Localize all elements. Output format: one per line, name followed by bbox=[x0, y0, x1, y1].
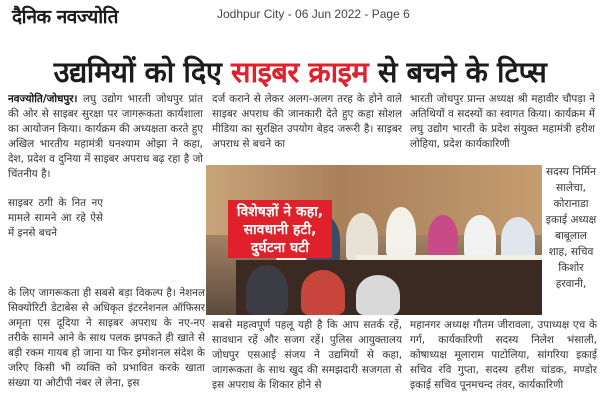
article-headline bbox=[0, 52, 600, 91]
photo-person bbox=[246, 265, 288, 315]
article-text-5: भारती जोधपुर प्रान्त अध्यक्ष श्री महावीर चौपड़ा ने अतिथियों व सदस्यों का स्वागत किया। कार्यक्रम में लघु उद्योग भारती के प्रदेश संयुक्त महामंत्री हरीश लोहिया, प्रदेश कार्यकारिणी bbox=[410, 93, 595, 150]
photo-person bbox=[301, 270, 345, 315]
edition-info: Jodhpur City - 06 Jun 2022 - Page 6 bbox=[217, 7, 410, 21]
callout-line-3: दुर्घटना घटी bbox=[251, 240, 309, 256]
article-dateline: नवज्योति/जोधपुर। bbox=[8, 93, 78, 105]
article-text-6: सदस्य निर्मिन सालेचा, कोरानाडा इकाई अध्यक्ष बाबूलाल शाह, सचिव किशोर हरवानी, bbox=[545, 166, 597, 289]
article-column-1-middle bbox=[8, 196, 103, 284]
headline-part-1: उद्यमियों को दिए bbox=[53, 55, 231, 89]
article-column-3-top bbox=[410, 92, 595, 162]
article-text-3: के लिए जागरूकता ही सबसे बड़ा विकल्प है। नेशनल सिक्योरिटी डेटाबेस से अधिकृत इंटरनेशनल ऑफिसर अमृता एस दूदिया ने साइबर अपराध के नए-नए तरीके सामने आने के साथ पलक झपकते ही खाते से बड़ी रकम गायब हो जाना या फिर इमोशनल संदेश के जरिए किसी भी व्यक्ति को प्रभावित करके खाता संख्या या ओटीपी नंबर ले लेना, इस bbox=[8, 287, 205, 389]
article-text-7: सबसे महत्वपूर्ण पहलू यही है कि आप सतर्क रहें, सावधान रहें और सजग रहें। पुलिस आयुक्तालय जोधपुर एसआई संजय ने उद्यमियों से कहा, जागरूकता के साथ खुद की समझदारी सजगता से इस अपराध के शिकार होने से bbox=[212, 319, 402, 391]
article-text-2: साइबर ठगी के नित नए मामले सामने आ रहे ऐसे में इनसे बचने bbox=[8, 197, 103, 239]
headline-part-3: से बचने के टिप्स bbox=[368, 55, 547, 89]
article-column-2-top bbox=[212, 92, 402, 162]
article-column-1-bottom bbox=[8, 286, 205, 400]
photo-person bbox=[356, 275, 400, 315]
article-text-8: महानगर अध्यक्ष गौतम जीरावला, उपाध्यक्ष एच के गर्ग, कार्यकारिणी सदस्य निलेश भंसाली, कोषाध्यक्ष मूलाराम पाटोलिया, सांगरिया इकाई सचिव रवि गुप्ता, सदस्य हरीश चांडक, मण्डोर इकाई सचिव पूनमचन्द तंवर, कार्यकारिणी bbox=[410, 319, 597, 391]
newspaper-masthead: दैनिक नवज्योति bbox=[12, 6, 118, 28]
article-column-2-bottom bbox=[212, 318, 402, 400]
article-column-3-middle bbox=[545, 164, 597, 289]
photo-person bbox=[386, 207, 416, 259]
callout-line-1: विशेषज्ञों ने कहा, bbox=[236, 204, 324, 220]
photo-person bbox=[464, 215, 496, 260]
page-header bbox=[0, 0, 600, 28]
article-text-4: दर्ज कराने से लेकर अलग-अलग तरह के होने वाले साइबर अपराध की जानकारी देते हुए कहा सोशल मीडिया का सुरक्षित उपयोग बेहद जरूरी है। साइबर अपराध से बचने का bbox=[212, 93, 402, 150]
photo-callout bbox=[228, 200, 332, 258]
photo-person bbox=[428, 215, 458, 260]
article-column-1-top bbox=[8, 92, 203, 180]
article-text-1: लघु उद्योग भारती जोधपुर प्रांत की ओर से साइबर सुरक्षा पर जागरूकता कार्यशाला का आयोजन किया। कार्यक्रम की अध्यक्षता करते हुए अखिल भारतीय महामंत्री घनश्याम ओझा ने कहा, देश, प्रदेश व दुनिया में साइबर अपराध बढ़ रहा है जो चिंतनीय है। bbox=[8, 93, 203, 180]
article-column-3-bottom bbox=[410, 318, 597, 400]
callout-line-2: सावधानी हटी, bbox=[243, 222, 317, 238]
headline-part-2: साइबर क्राइम bbox=[230, 55, 369, 89]
